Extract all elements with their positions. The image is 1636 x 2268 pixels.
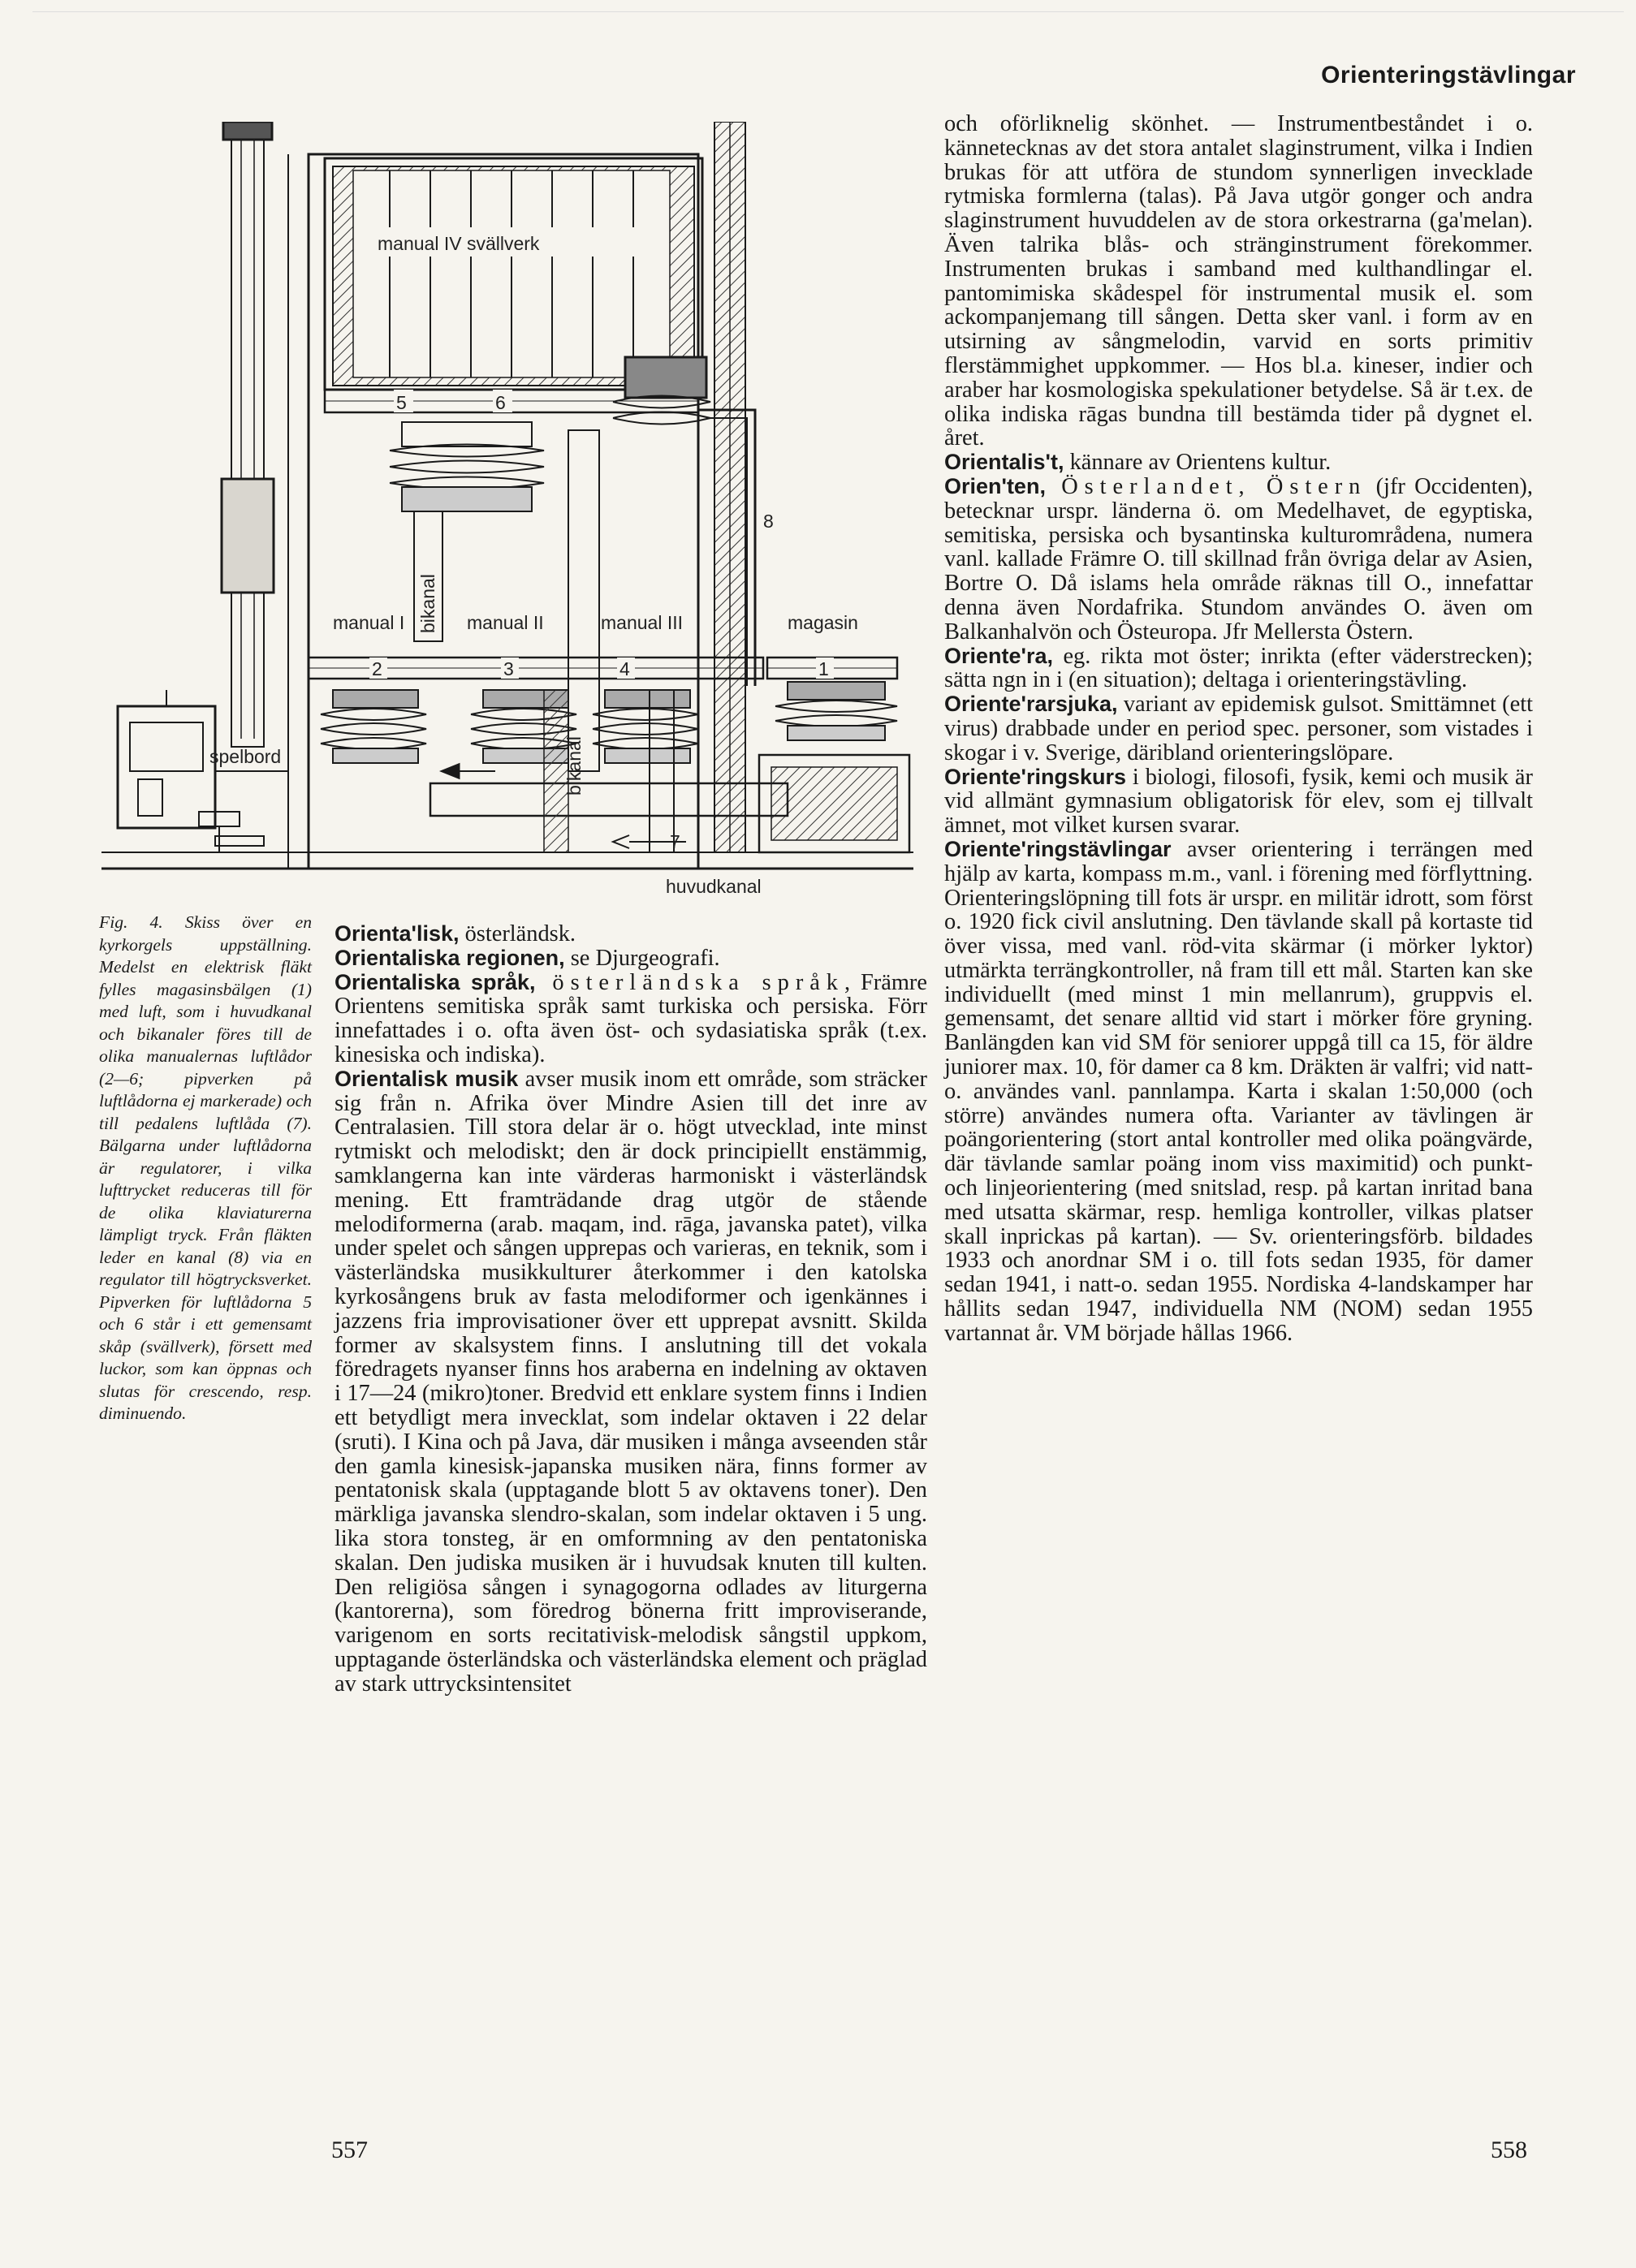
headword: Oriente'ringskurs: [944, 764, 1126, 789]
label-manual-1: manual I: [333, 612, 405, 633]
entry-orientera: [944, 645, 1533, 693]
label-num-1: 1: [818, 658, 829, 679]
entry-orienten: [944, 475, 1533, 645]
entry-text: (jfr Occidenten), betecknar urspr. länderna ö. om Medelhavet, de egyptiska, semitiska, persiska och bysantinska kulturområdena, numera vanl. kallade Främre O. till skillnad från övriga delar av Asien, Bortre O. Då islams hela område räknas till O., innefattar denna även Nordafrika. Stundom användes O. även om Balkanhalvön och Östeuropa. Jfr Mellersta Östern.: [944, 473, 1533, 645]
label-magasin: magasin: [788, 612, 858, 633]
entry-text: avser orientering i terrängen med hjälp av karta, kompass m.m., vanl. i förening med förflyttning. Orienteringslöpning till fots är urspr. en militär idrott, som först o. 1920 fick civil anslutning. Den tävlande skall på kortaste tid över vissa, med vanl. röd-vita skärmar (i mörker lyktor) utmärkta terrängkontroller, nå fram till ett mål. Starten kan ske individuellt (med minst 1 min mellanrum), gruppvis el. gemensamt, det senare alltid vid start i mörker före gryning. Banlängden kan vid SM för seniorer uppgå till ca 15, för äldre juniorer max. 10, för damer ca 8 km. Dräkten är valfri; vid natt-o. användes vanl. pannlampa. Karta i skalan 1:50,000 (och större) användes numera ofta. Varianter av tävlingen är poängorientering (stort antal kontroller med olika poängvärde, där tävlande samlar poäng inom viss maximitid) och punkt- och linjeorientering (med snitslad, resp. på kartan inritad bana med utsatta skärmar, resp. hemliga kontroller, vilkas platser skall inprickas på kartan). — Sv. orienteringsförb. bildades 1933 och anordnar SM i o. till fots sedan 1935, för damer sedan 1941, i natt-o. sedan 1955. Nordiska 4-landskamper har hållits sedan 1947, individuella NM (NOM) sedan 1955 vartannat år. VM började hållas 1966.: [944, 836, 1533, 1346]
label-manual-3: manual III: [601, 612, 683, 633]
entry-text: kännare av Orientens kultur.: [1064, 450, 1332, 476]
entry-continuation: [944, 112, 1533, 451]
entry-orienteringstavlingar: [944, 838, 1533, 1346]
label-num-3: 3: [503, 658, 514, 679]
headword: Orientaliska regionen,: [335, 945, 565, 970]
label-bikanal-bottom: bikanal: [563, 736, 585, 796]
spaced-term: österländska språk: [535, 969, 844, 995]
left-column: [335, 922, 927, 1697]
headword: Oriente'ringstävlingar: [944, 836, 1172, 861]
entry-orienteringskurs: [944, 765, 1533, 838]
entry-text: avser musik inom ett område, som sträcker sig från n. Afrika över Mindre Asien till det inre av Centralasien. Till stora delar är o. högt utvecklad, inte minst rytmiskt och melodiskt; den är dock principiellt enstämmig, samklangerna kan inte värderas harmoniskt i västerländsk mening. Ett framträdande drag utgör de stående melodiformerna (arab. maqam, ind. rāga, javanska patet), vilka under spelet och sången upprepas och varieras, en teknik, som i västerländska musikkulturer återkommer i den katolska kyrkosångens bruk av fasta melodiformer och igenkännes i jazzens fria improvisationer över ett upprepat avsnitt. Skilda former av skalsystem finns. I anslutning till det vokala föredragets nyanser finns hos araberna en indelning av oktaven i 17—24 (mikro)toner. Bredvid ett enklare system finns i Indien ett betydligt mera invecklat, som indelar oktaven i 22 delar (sruti). I Kina och på Java, där musiken i många avseenden står den gamla kinesisk-japanska musiken nära, finns former av pentatonisk skala (upptagande blott 5 av oktavens toner). Den märkliga javanska slendro-skalan, som indelar oktaven i 5 ung. lika stora tonsteg, är en omformning av den pentatoniska skalan. Den judiska musiken är i huvudsak knuten till kulten. Den religiösa sången i synagogorna odlades av liturgerna (kantorerna), som föredrog bönerna fritt improviserande, varigenom en sorts recitativisk-melodisk sångstil uppkom, upptagande österländska och västerländska element och präglad av stark uttrycksintensitet: [335, 1066, 927, 1697]
entry-orienterarsjuka: [944, 692, 1533, 765]
headword: Orientalisk musik: [335, 1066, 519, 1091]
label-num-8: 8: [763, 511, 774, 532]
entry-orientaliska-sprak: [335, 971, 927, 1067]
label-console: spelbord: [209, 746, 282, 767]
label-num-4: 4: [619, 658, 630, 679]
label-huvudkanal: huvudkanal: [666, 876, 762, 897]
entry-text: österländsk.: [459, 921, 576, 946]
entry-orientalist: [944, 451, 1533, 475]
scan-edge-line: [32, 11, 1624, 12]
organ-diagram-svg: [101, 122, 917, 901]
running-head: Orienteringstävlingar: [1321, 62, 1576, 88]
entry-orientalisk: [335, 922, 927, 946]
entry-orientaliska-regionen: [335, 946, 927, 971]
headword: Oriente'rarsjuka,: [944, 692, 1118, 717]
label-swell: manual IV svällverk: [378, 233, 540, 254]
entry-text: variant av epidemisk gulsot. Smittämnet (ett virus) drabbade under en period spec. personer, som vistades i skogar i v. Sverige, däribland orienteringslöpare.: [944, 692, 1533, 765]
page-number-right: 558: [1491, 2136, 1527, 2163]
right-column: [944, 112, 1533, 1346]
headword: Orientaliska språk,: [335, 969, 536, 994]
headword: Orientalis't,: [944, 450, 1064, 475]
page-number-left: 557: [331, 2136, 368, 2163]
label-duct-5: 5: [396, 392, 407, 413]
spaced-term: Österlandet, Östern: [1045, 473, 1367, 499]
label-manual-2: manual II: [467, 612, 544, 633]
label-bikanal-top: bikanal: [417, 574, 438, 633]
entry-text: , Främre Orientens semitiska språk samt turkiska och persiska. Förr innefattades i o. ofta även öst- och sydasiatiska språk (t.ex. kinesiska och indiska).: [335, 969, 927, 1067]
label-num-2: 2: [372, 658, 382, 679]
organ-diagram: [101, 122, 917, 901]
label-duct-6: 6: [495, 392, 506, 413]
label-num-7: 7: [670, 831, 680, 852]
headword: Orien'ten,: [944, 473, 1046, 498]
figure-caption: Fig. 4. Skiss över en kyrkorgels uppställning. Medelst en elektrisk fläkt fylles magasinsbälgen (1) med luft, som i huvudkanal och bikanaler föres till de olika manualernas luftlådor (2—6; pipverken på luftlådorna ej markerade) och till pedalens luftlåda (7). Bälgarna under luftlådorna är regulatorer, i vilka lufttrycket reduceras till för de olika klaviaturerna lämpligt tryck. Från fläkten leder en kanal (8) via en regulator till högtrycksverket. Pipverken för luftlådorna 5 och 6 står i ett gemensamt skåp (svällverk), försett med luckor, som kan öppnas och slutas för crescendo, resp. diminuendo.: [99, 912, 312, 1423]
entry-orientalisk-musik: [335, 1067, 927, 1697]
headword: Orienta'lisk,: [335, 921, 460, 946]
entry-text: eg. rikta mot öster; inrikta (efter väderstrecken); sätta ngn in i (en situation); deltaga i orienteringstävling.: [944, 643, 1533, 693]
headword: Oriente'ra,: [944, 643, 1053, 668]
entry-text: se Djurgeografi.: [564, 945, 720, 971]
entry-text: i biologi, filosofi, fysik, kemi och musik är vid allmänt gymnasium obligatorisk för elev, som ej tillvalt ämnet, mot vilket kursen svarar.: [944, 764, 1533, 839]
entry-text: och oförliknelig skönhet. — Instrumentbeståndet i o. kännetecknas av det stora antalet slaginstrument, vilka i Indien brukas för att utföra de stundom synnerligen invecklade rytmiska formlerna (talas). På Java utgör gonger och andra slaginstrument huvuddelen av de stora orkestrarna (ga'melan). Även talrika blås- och stränginstrument förekommer. Instrumenten brukas i samband med kulthandlingar el. pantomimiska skådespel för instrumental musik el. som ackompanjemang till sången. Detta sker vanl. i form av en utsirning av sångmelodin, varvid en sorts primitiv flerstämmighet uppkommer. — Hos bl.a. kineser, indier och araber har kosmologiska spekulationer betydelse. Så är t.ex. de olika indiska rāgas bundna till bestämda tider på dygnet el. året.: [944, 111, 1533, 451]
